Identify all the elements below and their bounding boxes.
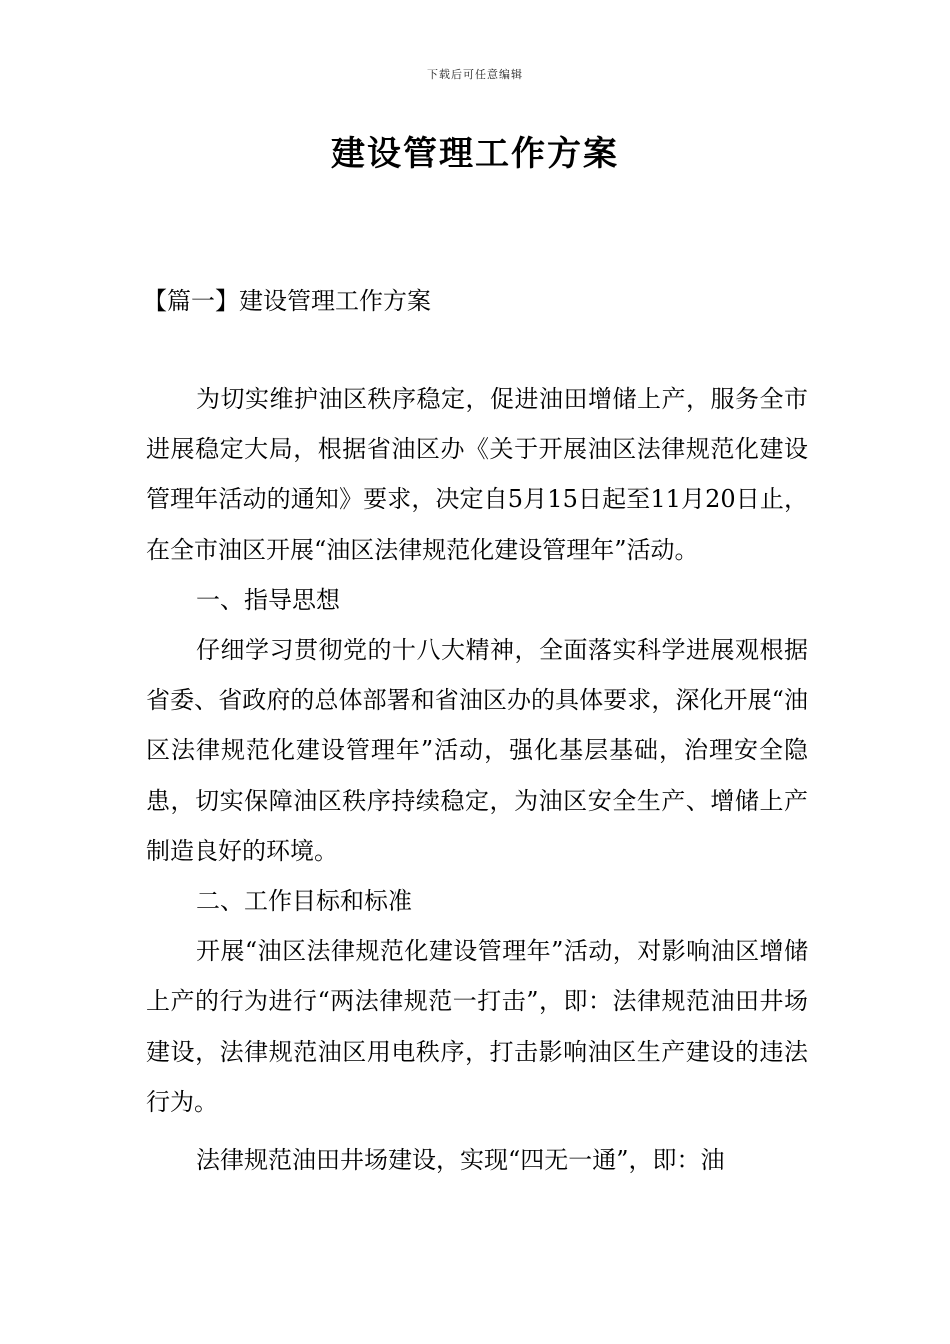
heading-guiding-ideology: 一、指导思想 (196, 585, 340, 614)
section-heading: 【篇一】建设管理工作方案 (143, 287, 431, 315)
document-title: 建设管理工作方案 (331, 134, 619, 174)
header-note: 下载后可任意编辑 (427, 68, 523, 81)
paragraph-intro: 为切实维护油区秩序稳定，促进油田增储上产，服务全市进展稳定大局，根据省油区办《关于开展油区法律规范化建设管理年活动的通知》要求，决定自5月15日起至11月20日止，在全市油区开展“油区法律规范化建设管理年”活动。 (146, 385, 808, 564)
document-body (146, 374, 808, 1185)
paragraph-guiding-ideology: 仔细学习贯彻党的十八大精神，全面落实科学进展观根据省委、省政府的总体部署和省油区办的具体要求，深化开展“油区法律规范化建设管理年”活动，强化基层基础，治理安全隐患，切实保障油区秩序持续稳定，为油区安全生产、增储上产制造良好的环境。 (146, 636, 808, 865)
paragraph-wellsite: 法律规范油田井场建设，实现“四无一通”，即：油 (196, 1146, 725, 1175)
heading-goals-and-standards: 二、工作目标和标准 (196, 887, 412, 916)
paragraph-goals: 开展“油区法律规范化建设管理年”活动，对影响油区增储上产的行为进行“两法律规范一打击”，即：法律规范油田井场建设，法律规范油区用电秩序，打击影响油区生产建设的违法行为。 (146, 937, 808, 1116)
